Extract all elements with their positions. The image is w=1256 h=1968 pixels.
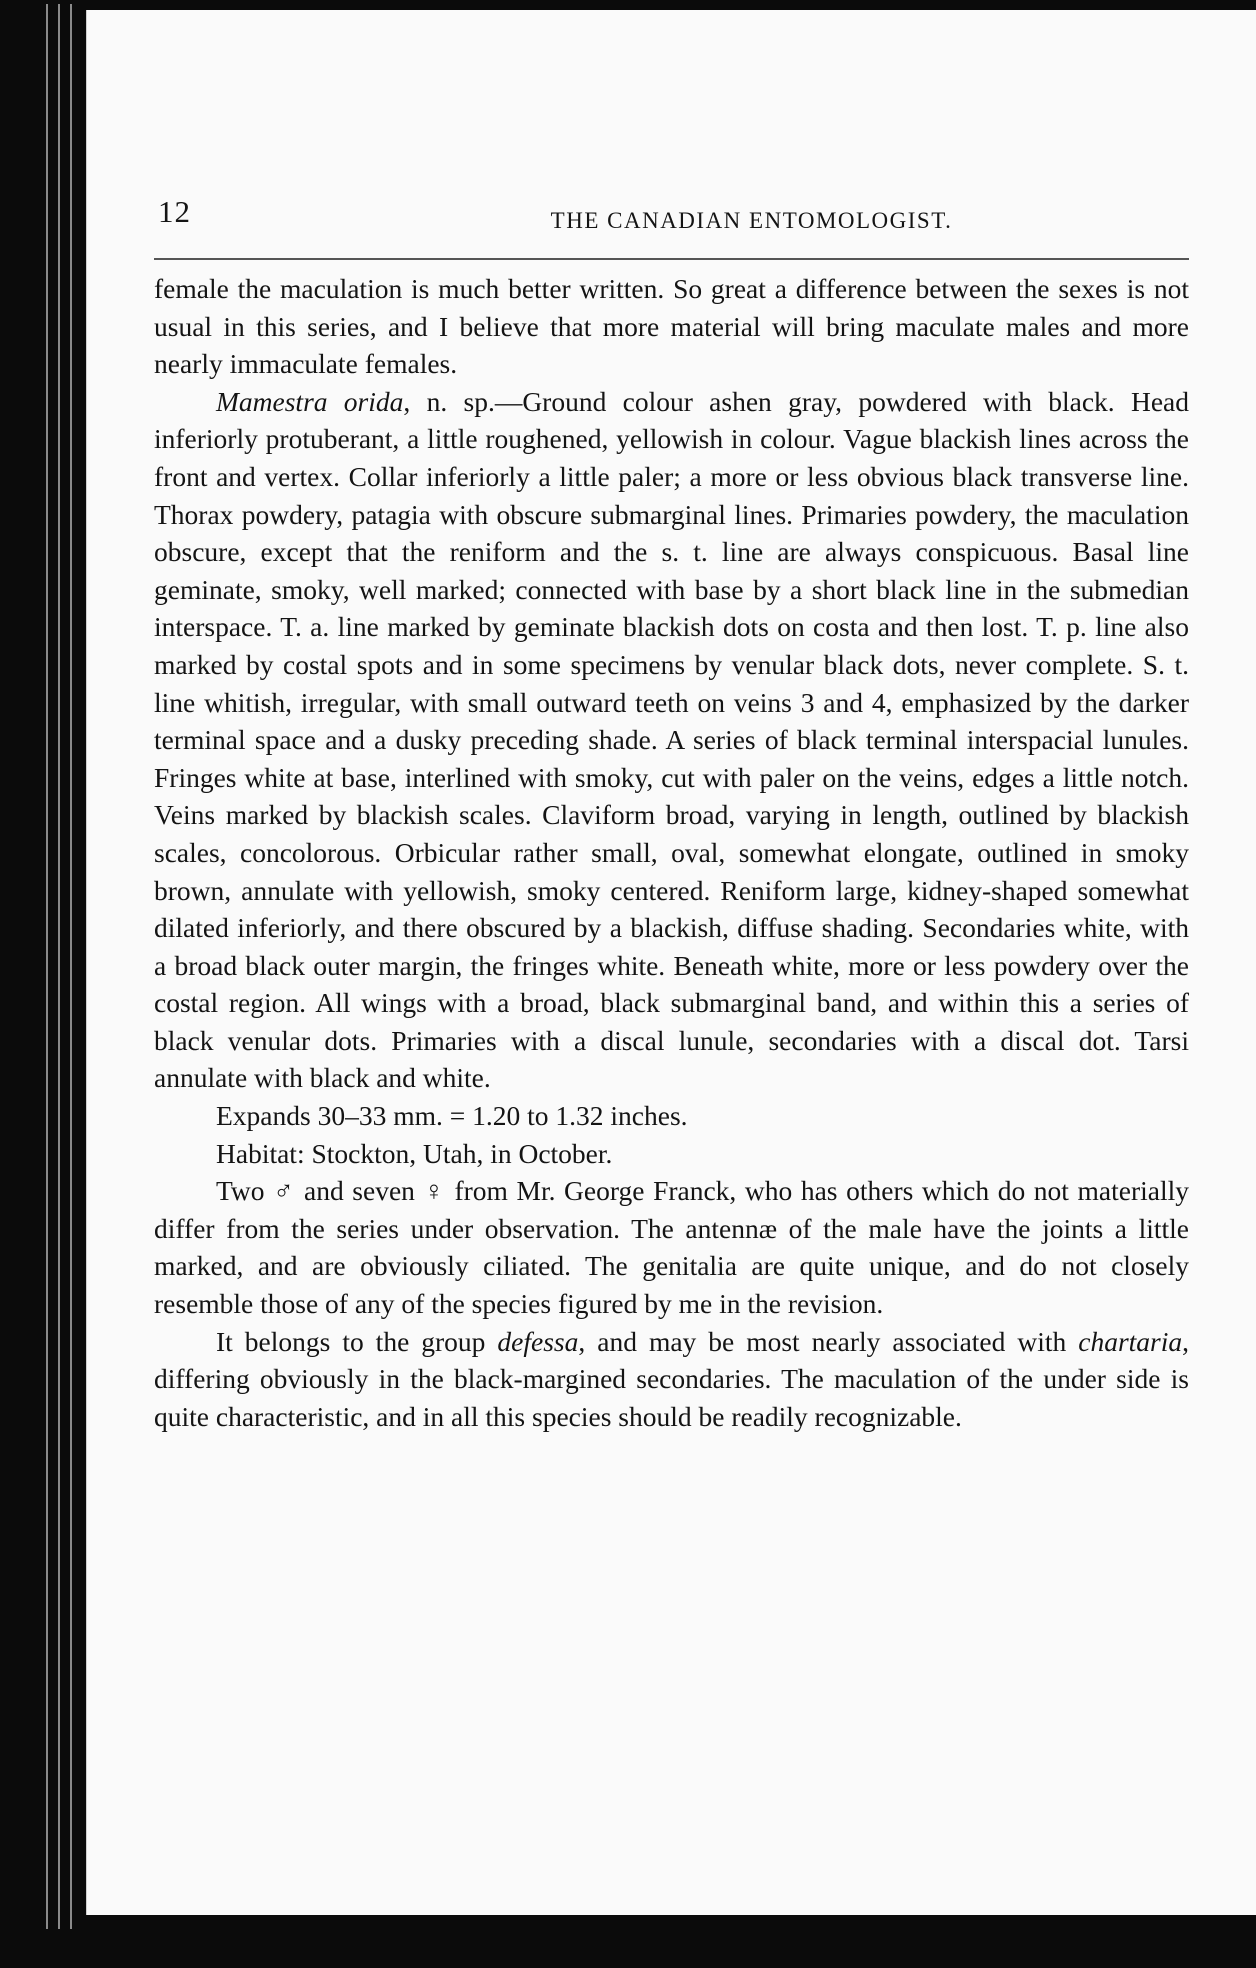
header-rule bbox=[154, 258, 1189, 260]
running-title: THE CANADIAN ENTOMOLOGIST. bbox=[550, 208, 953, 233]
page-number: 12 bbox=[158, 194, 191, 229]
habitat-line: Habitat: Stockton, Utah, in October. bbox=[216, 1137, 613, 1169]
group-name: defessa bbox=[497, 1325, 579, 1357]
text-span: It belongs to the group bbox=[216, 1325, 498, 1357]
page-content bbox=[154, 190, 1189, 1432]
species-reference: chartaria bbox=[1078, 1325, 1183, 1357]
paragraph bbox=[154, 1323, 1189, 1436]
paragraph: female the maculation is much better written. So great a difference between the sexes is not usual in this series, and I believe that more material will bring maculate males and more nearly immaculate females. bbox=[154, 273, 1189, 380]
paragraph: Two ♂ and seven ♀ from Mr. George Franck, who has others which do not materially differ from the series under observation. The antennæ of the male have the joints a little marked, and are obviously ciliated. The genitalia are quite unique, and do not closely resemble those of any of the species figured by me in the revision. bbox=[154, 1175, 1189, 1320]
species-name: Mamestra orida bbox=[216, 385, 404, 417]
text-span: , differing obviously in the black-margined secondaries. The maculation of the under side is quite characteristic, and in all this species should be readily recognizable. bbox=[154, 1325, 1189, 1432]
article-body bbox=[154, 270, 1189, 1435]
page-edge bbox=[58, 4, 60, 1929]
description-text: , n. sp.—Ground colour ashen gray, powdered with black. Head inferiorly protuberant, a little roughened, yellowish in colour. Vague blackish lines across the front and vertex. Collar inferiorly a little paler; a more or less obvious black transverse line. Thorax powdery, patagia with obscure submarginal lines. Primaries powdery, the maculation obscure, except that the reniform and the s. t. line are always conspicuous. Basal line geminate, smoky, well marked; connected with base by a short black line in the submedian interspace. T. a. line marked by geminate blackish dots on costa and then lost. T. p. line also marked by costal spots and in some specimens by venular black dots, never complete. S. t. line whitish, irregular, with small outward teeth on veins 3 and 4, emphasized by the darker terminal space and a dusky preceding shade. A series of black terminal interspacial lunules. Fringes white at base, interlined with smoky, cut with paler on the veins, edges a little notch. Veins marked by blackish scales. Claviform broad, varying in length, outlined by blackish scales, concolorous. Orbicular rather small, oval, somewhat elongate, outlined in smoky brown, annulate with yellowish, smoky centered. Reniform large, kidney-shaped somewhat dilated inferiorly, and there obscured by a blackish, diffuse shading. Secondaries white, with a broad black outer margin, the fringes white. Beneath white, more or less powdery over the costal region. All wings with a broad, black submarginal band, and within this a series of black venular dots. Primaries with a discal lunule, secondaries with a discal dot. Tarsi annulate with black and white. bbox=[154, 385, 1189, 1094]
page-edge bbox=[70, 4, 72, 1929]
page-edge bbox=[46, 4, 48, 1929]
page-header bbox=[154, 190, 1189, 256]
text-span: , and may be most nearly associated with bbox=[578, 1325, 1079, 1357]
species-description bbox=[154, 383, 1189, 1097]
expanse-line: Expands 30–33 mm. = 1.20 to 1.32 inches. bbox=[216, 1100, 688, 1132]
